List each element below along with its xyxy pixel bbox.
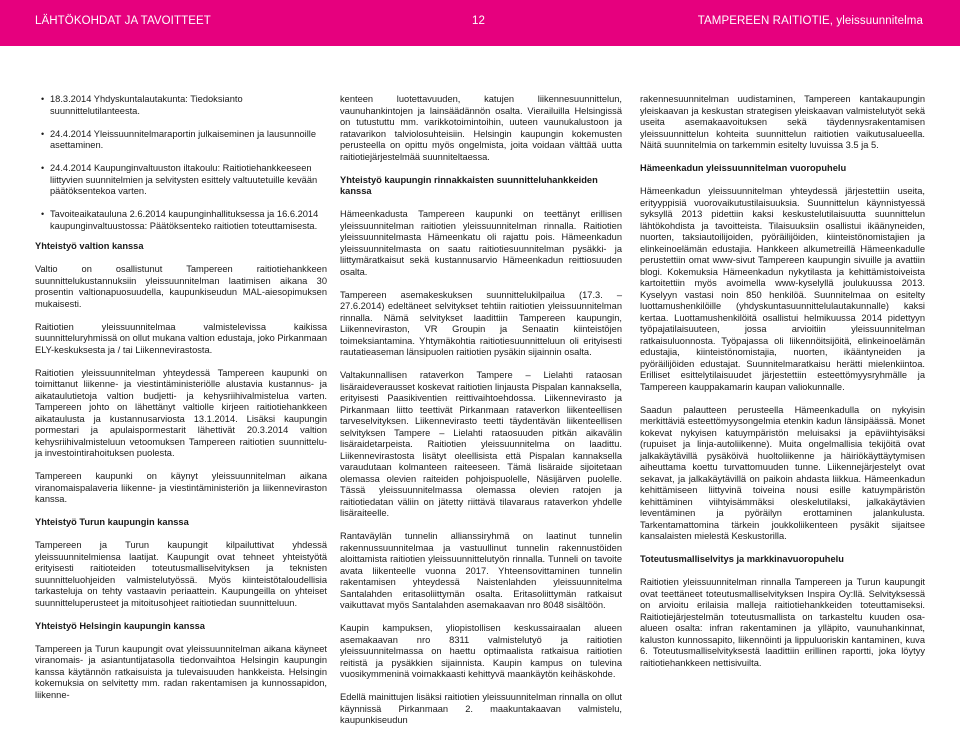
paragraph: Saadun palautteen perusteella Hämeenkadulla on nykyisin merkittäviä esteettömyysongelmia etenkin kadun länsipäässä. Monet kokevat nykyisen katuympäristön meluisaksi ja epäviihtyisäksi (rupuiset ja linja-autoliikenne). Muita ongelmallisia tekijöitä ovat jalkakäytävillä pysäköivä huoltoliikenne ja häiriökäyttäytymisen aiheuttama koettu turvattomuuden tunne. Liikennejärjestelyt ovat sekavat, ja jalkakäytävillä on paikoin ahdasta liikkua. Hämeenkadun kehittämiseen liittyvinä toiveina nousi esille katuympäristön kehittäminen viihtyisämmäksi oleskelutilaksi, jalkakäytävien leventäminen ja pyöräilyn erottaminen jalankulusta. Tarkentamattomina tärkein joukkoliikenteen pysäkit sijaitsee kansalaisten mielestä Keskustorilla. <box>640 404 925 541</box>
text-column-left <box>35 94 327 713</box>
header-section-title: LÄHTÖKOHDAT JA TAVOITTEET <box>35 15 211 27</box>
paragraph: rakennesuunnitelman uudistaminen, Tampereen kantakaupungin yleiskaavan ja keskustan strategisen yleiskaavan valmistelutyöt sekä useita asemakaavoituksen sekä täydennysrakentamisen yleissuunnittelun kohteita suunnittelun raitiotien vaikutusalueella. Näitä suunnitelmia on tarkemmin esitelty luvuissa 3.5 ja 5. <box>640 94 925 150</box>
paragraph: Rantaväylän tunnelin allianssiryhmä on laatinut tunnelin rakennussuunnitelmaa ja vastuullinut tunnelin rakennustöiden aloittamista raitiotien yleissuunnittelutyön rinnalla. Tunneli on tavoite avata liikenteelle vuonna 2017. Yhteensovittaminen tunnelin rakentamisen yhteydessä Naistenlahden yleissuunnitelma Santalahden eritasoliittymän osalta. Eritasoliittymän ratkaisut vaikuttavat myös Santalahden asemakaavan nro 8048 sisältöön. <box>340 531 622 610</box>
paragraph: Kaupin kampuksen, yliopistollisen keskussairaalan alueen asemakaavan nro 8311 valmistelutyö ja raitiotien yleissuunnitelmassa on haettu optimaalista ratkaisua raitiotien reitistä ja pysäkkien sijainnista. Kaupin kampus on tulevina vuosikymmeninä voimakkaasti kehittyvä maankäytön keihäskohde. <box>340 623 622 679</box>
paragraph: Tampereen asemakeskuksen suunnittelukilpailua (17.3. – 27.6.2014) edeltäneet selvitykset tehtiin raitiotien yleissuunnitelman rinnalla. Nämä selvitykset laadittiin Tampereen kaupungin, Liikenneviraston, VR Groupin ja Senaatin kiinteistöjen toimeksiantamina. Yhtymäkohtia raitiotiesuunnitteluun oli erityisesti rautatieaseman länsipuolen raitiotien pysäkin sijainnin osalta. <box>340 289 622 357</box>
text-column-middle <box>340 94 622 738</box>
paragraph: Raitiotien yleissuunnitelman rinnalla Tampereen ja Turun kaupungit ovat teettäneet toteutusmalliselvityksen Inspira Oy:llä. Selvityksessä on arvioitu erilaisia malleja raitiotiehankkeiden toteuttamiseksi. Raitiotiejärjestelmän toteutusmallista on tarkasteltu kuuden osa-alueen osalta: infran rakentaminen ja ylläpito, vaunuhankinnat, kaluston kunnossapito, liikennöinti ja lippuluoriskin kantaminen, kuva 6. Toteutusmalliselvityksestä laadittiin erillinen raportti, joka löytyy raitiotiehankkeen nettisivuilta. <box>640 577 925 668</box>
paragraph: Valtio on osallistunut Tampereen raitiotiehankkeen suunnittelukustannuksiin yleissuunnitelman laatimisen aikana 30 prosentin valtionapuosuudella, kaupunkiseudun MAL-aiesopimuksen mukaisesti. <box>35 264 327 309</box>
section-heading: Yhteistyö Helsingin kaupungin kanssa <box>35 620 205 631</box>
section-heading: Hämeenkadun yleissuunnitelman vuoropuhelu <box>640 163 847 173</box>
section-heading: Yhteistyö valtion kanssa <box>35 241 144 251</box>
section-heading: Yhteistyö Turun kaupungin kanssa <box>35 517 189 527</box>
list-item: • Tavoiteaikatauluna 2.6.2014 kaupunginhallituksessa ja 16.6.2014 kaupunginvaltuustossa: Päätöksenteko raitiotien toteuttamisesta. <box>42 209 327 232</box>
list-item: • 24.4.2014 Kaupunginvaltuuston iltakoulu: Raitiotiehankkeeseen liittyvien suunnitelmien ja selvitysten esittely valtuutetuille kevään päätöksentekoa varten. <box>42 163 327 198</box>
page-number: 12 <box>472 15 485 27</box>
paragraph: kenteen luotettavuuden, katujen liikennesuunnittelun, vaunuhankintojen ja lainsäädännön osalta. Vierailuilla Helsingissä on tutustuttu mm. varikkotoimintoihin, uuteen vaunukalustoon ja ratavarikon talviolosuhteisiin. Helsingin kaupungin kokemusten perusteella on opittu myös ongelmista, joita voidaan välttää uutta raitiotiejärjestelmää suunniteltaessa. <box>340 94 622 162</box>
section-heading: Toteutusmalliselvitys ja markkinavuoropuhelu <box>640 554 844 564</box>
schedule-bullet-list <box>42 94 327 232</box>
paragraph: Raitiotien yleissuunnitelman yhteydessä Tampereen kaupunki on toimittanut liikenne- ja viestintäministeriölle alustavia kustannus- ja aikataulutietoja valtion budjetti- ja kehysriihivalmistelua varten. Tampereen johto on lähettänyt valtiolle kirjeen raitiotiehankkeen aikataulusta ja kustannusarviosta 13.1.2014. Lisäksi kaupungin pormestari ja apulaispormestarit lähettivät 20.3.2014 valtion kehysriihivalmisteluun vetoomuksen Tampereen raitiotien suunnittelu- ja investointirahoituksen puolesta. <box>35 367 327 458</box>
page-header <box>0 0 960 46</box>
section-heading: Yhteistyö kaupungin rinnakkaisten suunnitteluhankkeiden kanssa <box>340 174 598 196</box>
paragraph: Tampereen kaupunki on käynyt yleissuunnitelman aikana viranomaispalaveria liikenne- ja viestintäministeriön ja liikenneviraston kanssa. <box>35 471 327 504</box>
list-item: • 24.4.2014 Yleissuunnitelmaraportin julkaiseminen ja lausunnoille asettaminen. <box>42 129 327 152</box>
paragraph: Edellä mainittujen lisäksi raitiotien yleissuunnitelman rinnalla on ollut käynnissä Pirkanmaan 2. maakuntakaavan valmistelu, kaupunkiseudun <box>340 692 622 725</box>
paragraph: Tampereen ja Turun kaupungit kilpailuttivat yhdessä yleissuunnitelmiensa laatijat. Kaupungit ovat tehneet yhteistyötä erityisesti raitioteiden toteutusmalliselvityksen ja teknisten suunnitteluohjeiden valmistelutyössä. Myös kiinteistötaloudellisia tarkasteluja on tehty vastaavin periaattein. Kaupungeilla on yhteiset suunnitteluperusteet ja mitoitusohjeet raitiotiedan suunnitteluun. <box>35 540 327 608</box>
paragraph: Valtakunnallisen rataverkon Tampere – Lielahti rataosan lisäraideverausset koskevat raitiotien linjausta Pispalan kannaksella, erityisesti Paasikiventien reittivaihtoehdossa. Liikennevirasto ja Pirkanmaan liitto teettivät Pirkanmaan rataverkon liikenteellisen tarveselvityksen. Liikennevirasto teetti täydentävän liikenteellisen selvityksen Tampere – Lielahti rataosuuden pitkän aikavälin lisäraidetarpeista. Raitiotien yleissuunnitelma on laadittu. Liikennevirastosta lisätyt oleellisista että Pispalan kannaksella varaudutaan kolmanteen raiteeseen. Tämä lisäraide sijoitetaan olemassa olevien raiteiden pohjoispuolelle, Näsijärven puolelle. Tässä yleissuunnitelmassa olemassa olevien ratojen ja raitiotiedatan väliin on jätetty riittävä tilavaraus rataverkon yhdelle lisäraiteelle. <box>340 370 622 518</box>
paragraph: Hämeenkadun yleissuunnitelman yhteydessä järjestettiin useita, erityyppisiä vuorovaikutustilaisuuksia. Suunnittelun käynnistyessä syksyllä 2013 pidettiin kaksi keskustelutilaisuutta suunnittelun lähtökohdista ja tavoitteista. Tilaisuuksiin osallistui ikäänyneiden, nuorten, taksiautoilijoiden, pyöräilijöiden, kiinteistönomistajien ja elinkeinoelämän edustajia. Hankkeen alkumetreillä Hämeenkadulle perustettiin omat www-sivut Tampereen kaupungin sivuille ja avattiin blogi. Kokemuksia Hämeenkadun nykytilasta ja kehittämistoiveista kartoitettiin myös avoimella www-kyselyllä joulukuussa 2013. Kyselyyn vastasi noin 850 henkilöä. Suunnitelmaa on esitelty luottamushenkilöille (yhdyskuntasuunnittelulautakunnalle) kaksi kertaa. Luottamushenkilöitä osallistui helmikuussa 2014 pidettyyn työpajatilaisuuteen, jossa arvioitiin yleissuunnitelman ratkaisuluonnosta. Työpajassa oli liikennöitsijöitä, elinkeinoelämän edustajia, kiinteistönomistajia, nuorten, ikääntyneiden ja pyöräilijöiden edustajat. Suunnitelmaratkaisu herätti mielenkiintoa. Erilliset esittelytilaisuudet järjestettiin esteettömyysryhmälle ja Tampereen kauppakamarin kaupan valiokunnalle. <box>640 186 925 392</box>
list-item: • 18.3.2014 Yhdyskuntalautakunta: Tiedoksianto suunnittelutilanteesta. <box>42 94 327 117</box>
paragraph: Tampereen ja Turun kaupungit ovat yleissuunnitelman aikana käyneet viranomais- ja asiantuntijatasolla tiedonvaihtoa Helsingin kaupungin kanssa käytännön ratkaisuista ja tulevaisuuden hankkeista. Helsingin kokemuksia on selvitetty mm. radan rakentamisen ja kunnossapidon, liikenne- <box>35 643 327 700</box>
paragraph: Raitiotien yleissuunnitelmaa valmistelevissa kaikissa suunnitteluryhmissä on ollut mukana valtion edustaja, joko Pirkanmaan ELY-keskuksesta ja / tai Liikennevirastosta. <box>35 321 327 355</box>
paragraph: Hämeenkadusta Tampereen kaupunki on teettänyt erillisen yleissuunnitelman raitiotien yleissuunnitelman rinnalla. Raitiotien yleissuunnitelmasta Hämeenkatu oli rajattu pois. Hämeenkadun yleissuunnitelmasta on saatu raitiotiesuunnitelman pysäkki- ja liittymäratkaisut sekä kustannusarvio Hämeenkadun reittiosuuden osalta. <box>340 209 622 277</box>
text-column-right <box>640 94 925 681</box>
header-document-title: TAMPEREEN RAITIOTIE, yleissuunnitelma <box>697 15 923 27</box>
